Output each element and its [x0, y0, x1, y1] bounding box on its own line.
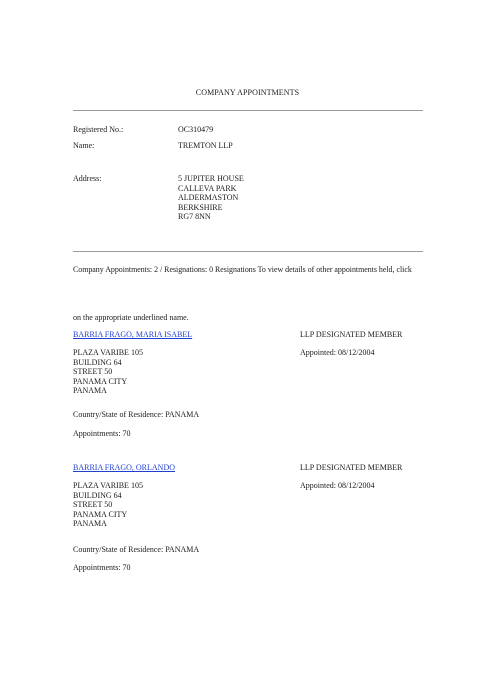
page-title: COMPANY APPOINTMENTS [195, 88, 300, 97]
address-label: Address: [73, 174, 102, 183]
address-line: STREET 50 [73, 367, 113, 376]
registered-no-label: Registered No.: [73, 125, 124, 134]
appointments-count: Appointments: 70 [73, 563, 131, 572]
appointments-count: Appointments: 70 [73, 429, 131, 438]
address-line: BERKSHIRE [178, 202, 223, 212]
appointee-role: LLP DESIGNATED MEMBER [300, 330, 403, 339]
middle-divider [73, 251, 423, 252]
address-line: PANAMA CITY [73, 376, 128, 386]
address-line: STREET 50 [73, 500, 113, 509]
appointed-date: Appointed: 08/12/2004 [300, 481, 375, 490]
appointments-summary-continued: on the appropriate underlined name. [73, 313, 189, 322]
appointee-link-maria-isabel[interactable]: BARRIA FRAGO, MARIA ISABEL [73, 330, 193, 339]
address-line: PLAZA VARIBE 105 [73, 348, 143, 357]
company-name-value: TREMTON LLP [178, 141, 233, 150]
residence: Country/State of Residence: PANAMA [73, 410, 200, 419]
address-line: PANAMA CITY [73, 509, 128, 519]
address-line: CALLEVA PARK [178, 183, 237, 193]
address-line: 5 JUPITER HOUSE [178, 174, 244, 183]
appointee-address [73, 481, 143, 529]
address-line: PANAMA [73, 519, 107, 528]
address-line: BUILDING 64 [73, 490, 122, 500]
residence: Country/State of Residence: PANAMA [73, 545, 200, 554]
appointee-address [73, 348, 143, 396]
appointed-date: Appointed: 08/12/2004 [300, 348, 375, 357]
registered-no-value: OC310479 [178, 125, 214, 134]
address-line: PANAMA [73, 386, 107, 395]
company-address [178, 174, 244, 222]
appointee-link-orlando[interactable]: BARRIA FRAGO, ORLANDO [73, 463, 176, 472]
address-line: RG7 8NN [178, 212, 211, 221]
appointments-summary: Company Appointments: 2 / Resignations: 0 Resignations To view details of other appointments held, click [73, 265, 412, 274]
address-line: PLAZA VARIBE 105 [73, 481, 143, 490]
appointee-role: LLP DESIGNATED MEMBER [300, 463, 403, 472]
address-line: BUILDING 64 [73, 357, 122, 367]
address-line: ALDERMASTON [178, 193, 239, 202]
top-divider [73, 110, 423, 111]
name-label: Name: [73, 141, 95, 150]
